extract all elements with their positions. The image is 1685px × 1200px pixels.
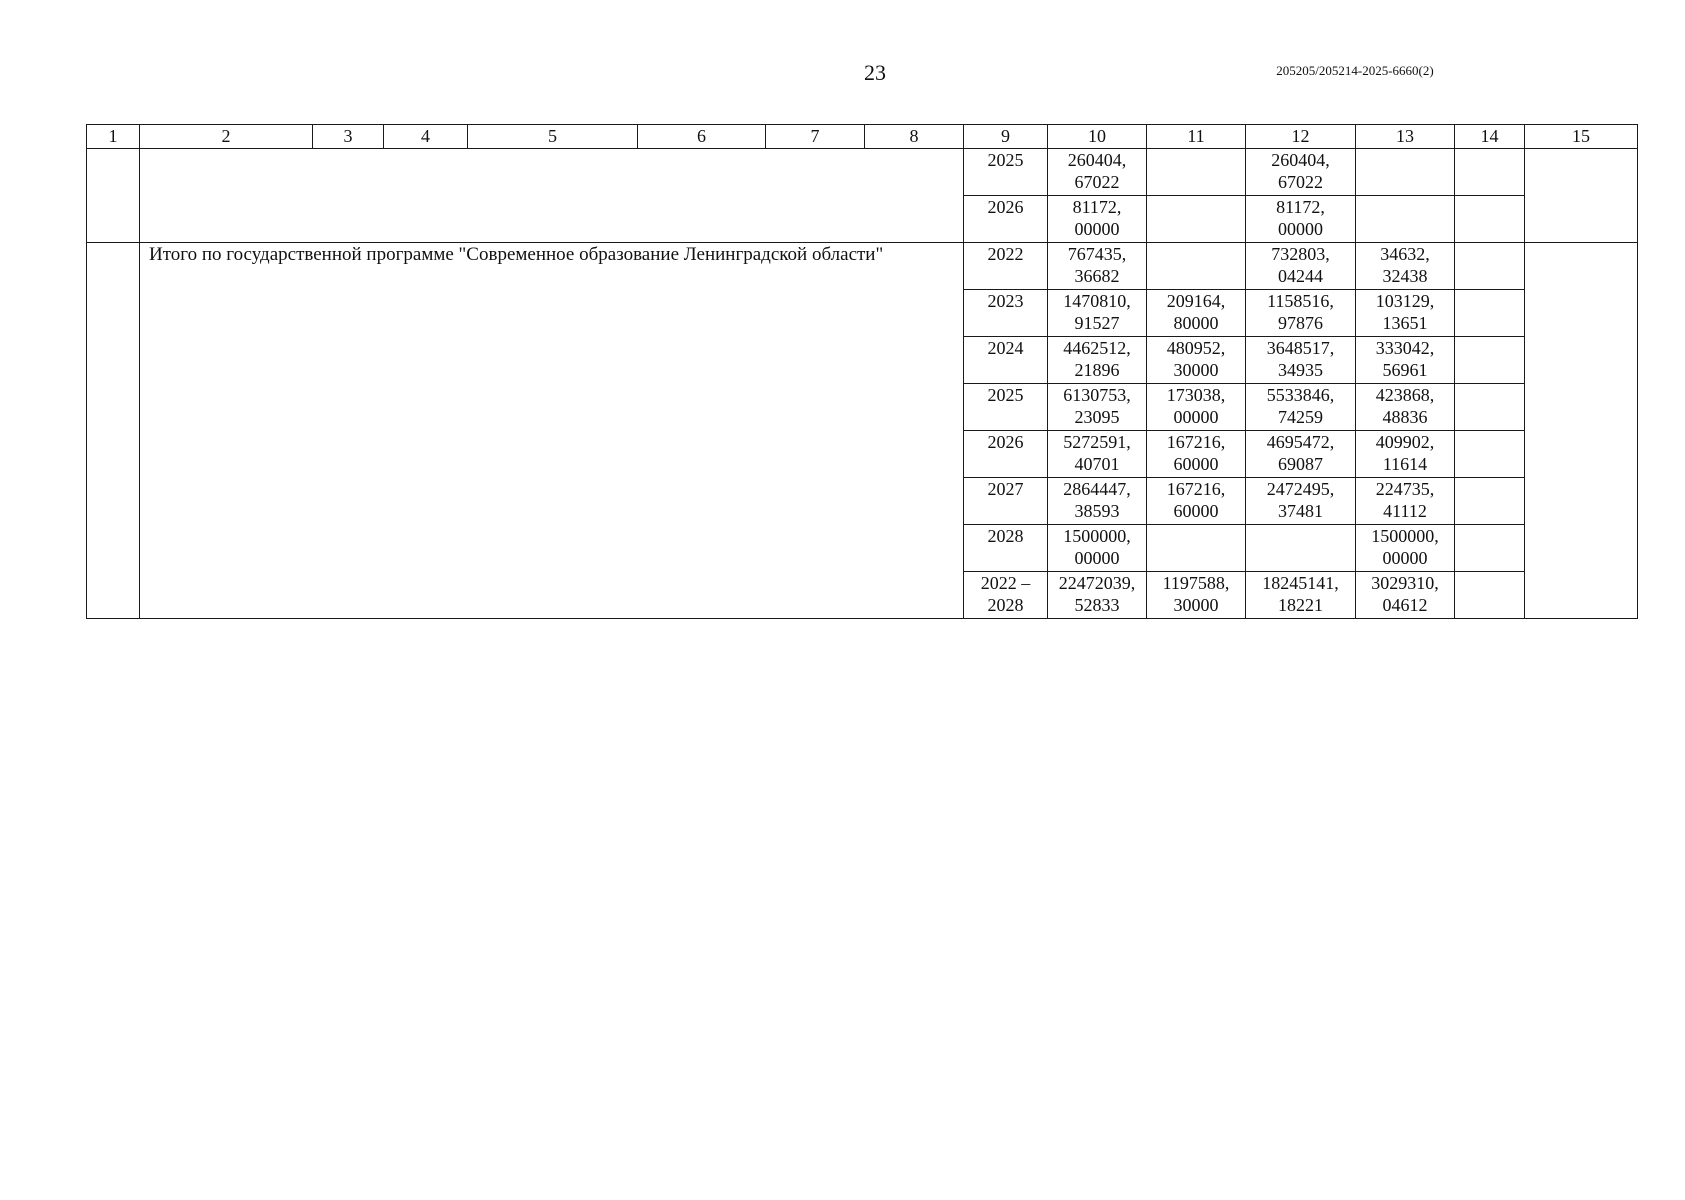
column-header-2: 2 (140, 125, 313, 149)
local-budget-cell-line: 1500000, (1371, 526, 1439, 546)
total-amount-cell (1048, 572, 1147, 619)
year-cell: 2027 (964, 478, 1048, 525)
regional-budget-cell-line: 69087 (1278, 454, 1323, 474)
total-amount-cell-line: 1500000, (1063, 526, 1131, 546)
regional-budget-cell (1246, 149, 1356, 196)
federal-budget-cell-line: 30000 (1173, 360, 1219, 380)
column-header-15: 15 (1525, 125, 1638, 149)
federal-budget-cell-line: 00000 (1173, 407, 1219, 427)
regional-budget-cell (1246, 243, 1356, 290)
total-amount-cell-line: 2864447, (1063, 479, 1131, 499)
column-header-9: 9 (964, 125, 1048, 149)
local-budget-cell (1356, 572, 1455, 619)
regional-budget-cell-line: 18221 (1278, 595, 1323, 615)
regional-budget-cell (1246, 478, 1356, 525)
local-budget-cell (1356, 478, 1455, 525)
local-budget-cell-line: 00000 (1382, 548, 1428, 568)
total-amount-cell-line: 21896 (1074, 360, 1120, 380)
description-cell (140, 149, 964, 243)
federal-budget-cell-line: 1197588, (1162, 573, 1230, 593)
regional-budget-cell-line: 1158516, (1267, 291, 1334, 311)
regional-budget-cell-line: 260404, (1271, 150, 1330, 170)
federal-budget-cell (1147, 290, 1246, 337)
local-budget-cell-line: 32438 (1382, 266, 1428, 286)
local-budget-cell-line: 11614 (1382, 454, 1428, 474)
total-amount-cell-line: 67022 (1074, 172, 1120, 192)
local-budget-cell (1356, 243, 1455, 290)
year-cell: 2028 (964, 525, 1048, 572)
total-amount-cell-line: 36682 (1074, 266, 1120, 286)
column-header-8: 8 (865, 125, 964, 149)
column-14-cell (1455, 196, 1525, 243)
budget-table (86, 124, 1638, 619)
column-header-12: 12 (1246, 125, 1356, 149)
year-cell: 2026 (964, 196, 1048, 243)
total-amount-cell (1048, 337, 1147, 384)
federal-budget-cell-line: 209164, (1166, 291, 1226, 311)
column-14-cell (1455, 149, 1525, 196)
regional-budget-cell-line: 4695472, (1266, 432, 1335, 452)
total-amount-cell (1048, 243, 1147, 290)
local-budget-cell (1356, 290, 1455, 337)
year-cell: 2025 (964, 384, 1048, 431)
federal-budget-cell-line: 30000 (1173, 595, 1219, 615)
total-amount-cell (1048, 384, 1147, 431)
regional-budget-cell-line: 5533846, (1266, 385, 1335, 405)
federal-budget-cell-line: 80000 (1173, 313, 1219, 333)
regional-budget-cell-line: 34935 (1278, 360, 1323, 380)
column-14-cell (1455, 572, 1525, 619)
year-cell: 2024 (964, 337, 1048, 384)
column-15-cell (1525, 149, 1638, 243)
total-amount-cell (1048, 525, 1147, 572)
table-row (87, 243, 1638, 290)
local-budget-cell-line: 103129, (1375, 291, 1435, 311)
total-amount-cell (1048, 149, 1147, 196)
total-amount-cell-line: 00000 (1074, 219, 1120, 239)
year-cell: 2025 (964, 149, 1048, 196)
local-budget-cell-line: 41112 (1383, 501, 1427, 521)
local-budget-cell (1356, 384, 1455, 431)
total-amount-cell (1048, 478, 1147, 525)
column-14-cell (1455, 337, 1525, 384)
federal-budget-cell (1147, 384, 1246, 431)
column-14-cell (1455, 478, 1525, 525)
federal-budget-cell-line: 167216, (1166, 432, 1226, 452)
federal-budget-cell (1147, 525, 1246, 572)
column-header-10: 10 (1048, 125, 1147, 149)
column-header-3: 3 (313, 125, 384, 149)
regional-budget-cell (1246, 290, 1356, 337)
regional-budget-cell-line: 74259 (1278, 407, 1323, 427)
column-header-6: 6 (638, 125, 766, 149)
program-total-label: Итого по государственной программе "Современное образование Ленинградской области" (140, 243, 964, 619)
local-budget-cell-line: 34632, (1380, 244, 1430, 264)
total-amount-cell-line: 4462512, (1063, 338, 1131, 358)
local-budget-cell-line: 13651 (1382, 313, 1428, 333)
regional-budget-cell (1246, 525, 1356, 572)
year-cell-line: 2028 (987, 595, 1024, 615)
total-amount-cell-line: 6130753, (1063, 385, 1131, 405)
regional-budget-cell-line: 37481 (1278, 501, 1323, 521)
local-budget-cell-line: 56961 (1382, 360, 1428, 380)
regional-budget-cell (1246, 384, 1356, 431)
column-15-cell (1525, 243, 1638, 619)
regional-budget-cell-line: 732803, (1271, 244, 1330, 264)
page-number: 23 (864, 60, 886, 85)
total-amount-cell-line: 23095 (1074, 407, 1120, 427)
regional-budget-cell-line: 2472495, (1266, 479, 1335, 499)
total-amount-cell-line: 1470810, (1063, 291, 1131, 311)
total-amount-cell-line: 52833 (1074, 595, 1120, 615)
column-header-14: 14 (1455, 125, 1525, 149)
column-number-row (87, 125, 1638, 149)
column-14-cell (1455, 384, 1525, 431)
federal-budget-cell-line: 167216, (1166, 479, 1226, 499)
row-number-cell (87, 149, 140, 243)
year-cell: 2023 (964, 290, 1048, 337)
table-row (87, 149, 1638, 196)
regional-budget-cell-line: 3648517, (1266, 338, 1335, 358)
federal-budget-cell-line: 60000 (1173, 454, 1219, 474)
local-budget-cell-line: 333042, (1375, 338, 1435, 358)
federal-budget-cell-line: 480952, (1166, 338, 1226, 358)
year-cell: 2022 (964, 243, 1048, 290)
total-amount-cell-line: 260404, (1067, 150, 1127, 170)
local-budget-cell (1356, 196, 1455, 243)
regional-budget-cell (1246, 337, 1356, 384)
column-header-1: 1 (87, 125, 140, 149)
regional-budget-cell (1246, 572, 1356, 619)
local-budget-cell-line: 3029310, (1371, 573, 1439, 593)
local-budget-cell (1356, 525, 1455, 572)
year-cell (964, 572, 1048, 619)
column-14-cell (1455, 290, 1525, 337)
total-amount-cell-line: 40701 (1074, 454, 1120, 474)
row-number-cell (87, 243, 140, 619)
total-amount-cell (1048, 196, 1147, 243)
local-budget-cell-line: 224735, (1375, 479, 1435, 499)
regional-budget-cell-line: 18245141, (1262, 573, 1339, 593)
total-amount-cell-line: 00000 (1074, 548, 1120, 568)
column-14-cell (1455, 243, 1525, 290)
regional-budget-cell-line: 97876 (1278, 313, 1323, 333)
local-budget-cell (1356, 431, 1455, 478)
column-header-4: 4 (384, 125, 468, 149)
regional-budget-cell-line: 00000 (1278, 219, 1323, 239)
regional-budget-cell-line: 81172, (1276, 197, 1325, 217)
total-amount-cell-line: 81172, (1072, 197, 1122, 217)
column-header-13: 13 (1356, 125, 1455, 149)
federal-budget-cell (1147, 337, 1246, 384)
federal-budget-cell-line: 60000 (1173, 501, 1219, 521)
local-budget-cell-line: 423868, (1375, 385, 1435, 405)
total-amount-cell-line: 91527 (1074, 313, 1120, 333)
total-amount-cell-line: 5272591, (1063, 432, 1131, 452)
column-header-7: 7 (766, 125, 865, 149)
total-amount-cell-line: 22472039, (1058, 573, 1136, 593)
regional-budget-cell-line: 04244 (1278, 266, 1323, 286)
total-amount-cell (1048, 431, 1147, 478)
total-amount-cell-line: 38593 (1074, 501, 1120, 521)
year-cell: 2026 (964, 431, 1048, 478)
local-budget-cell-line: 409902, (1375, 432, 1435, 452)
federal-budget-cell (1147, 478, 1246, 525)
regional-budget-cell (1246, 196, 1356, 243)
federal-budget-cell (1147, 572, 1246, 619)
regional-budget-cell-line: 67022 (1278, 172, 1323, 192)
column-header-11: 11 (1147, 125, 1246, 149)
federal-budget-cell (1147, 196, 1246, 243)
column-14-cell (1455, 431, 1525, 478)
local-budget-cell (1356, 149, 1455, 196)
total-amount-cell (1048, 290, 1147, 337)
local-budget-cell-line: 04612 (1382, 595, 1428, 615)
year-cell-line: 2022 – (980, 573, 1031, 593)
regional-budget-cell (1246, 431, 1356, 478)
document-code: 205205/205214-2025-6660(2) (1276, 63, 1434, 78)
federal-budget-cell-line: 173038, (1166, 385, 1226, 405)
local-budget-cell-line: 48836 (1382, 407, 1428, 427)
federal-budget-cell (1147, 243, 1246, 290)
local-budget-cell (1356, 337, 1455, 384)
column-14-cell (1455, 525, 1525, 572)
column-header-5: 5 (468, 125, 638, 149)
federal-budget-cell (1147, 149, 1246, 196)
total-amount-cell-line: 767435, (1067, 244, 1127, 264)
federal-budget-cell (1147, 431, 1246, 478)
